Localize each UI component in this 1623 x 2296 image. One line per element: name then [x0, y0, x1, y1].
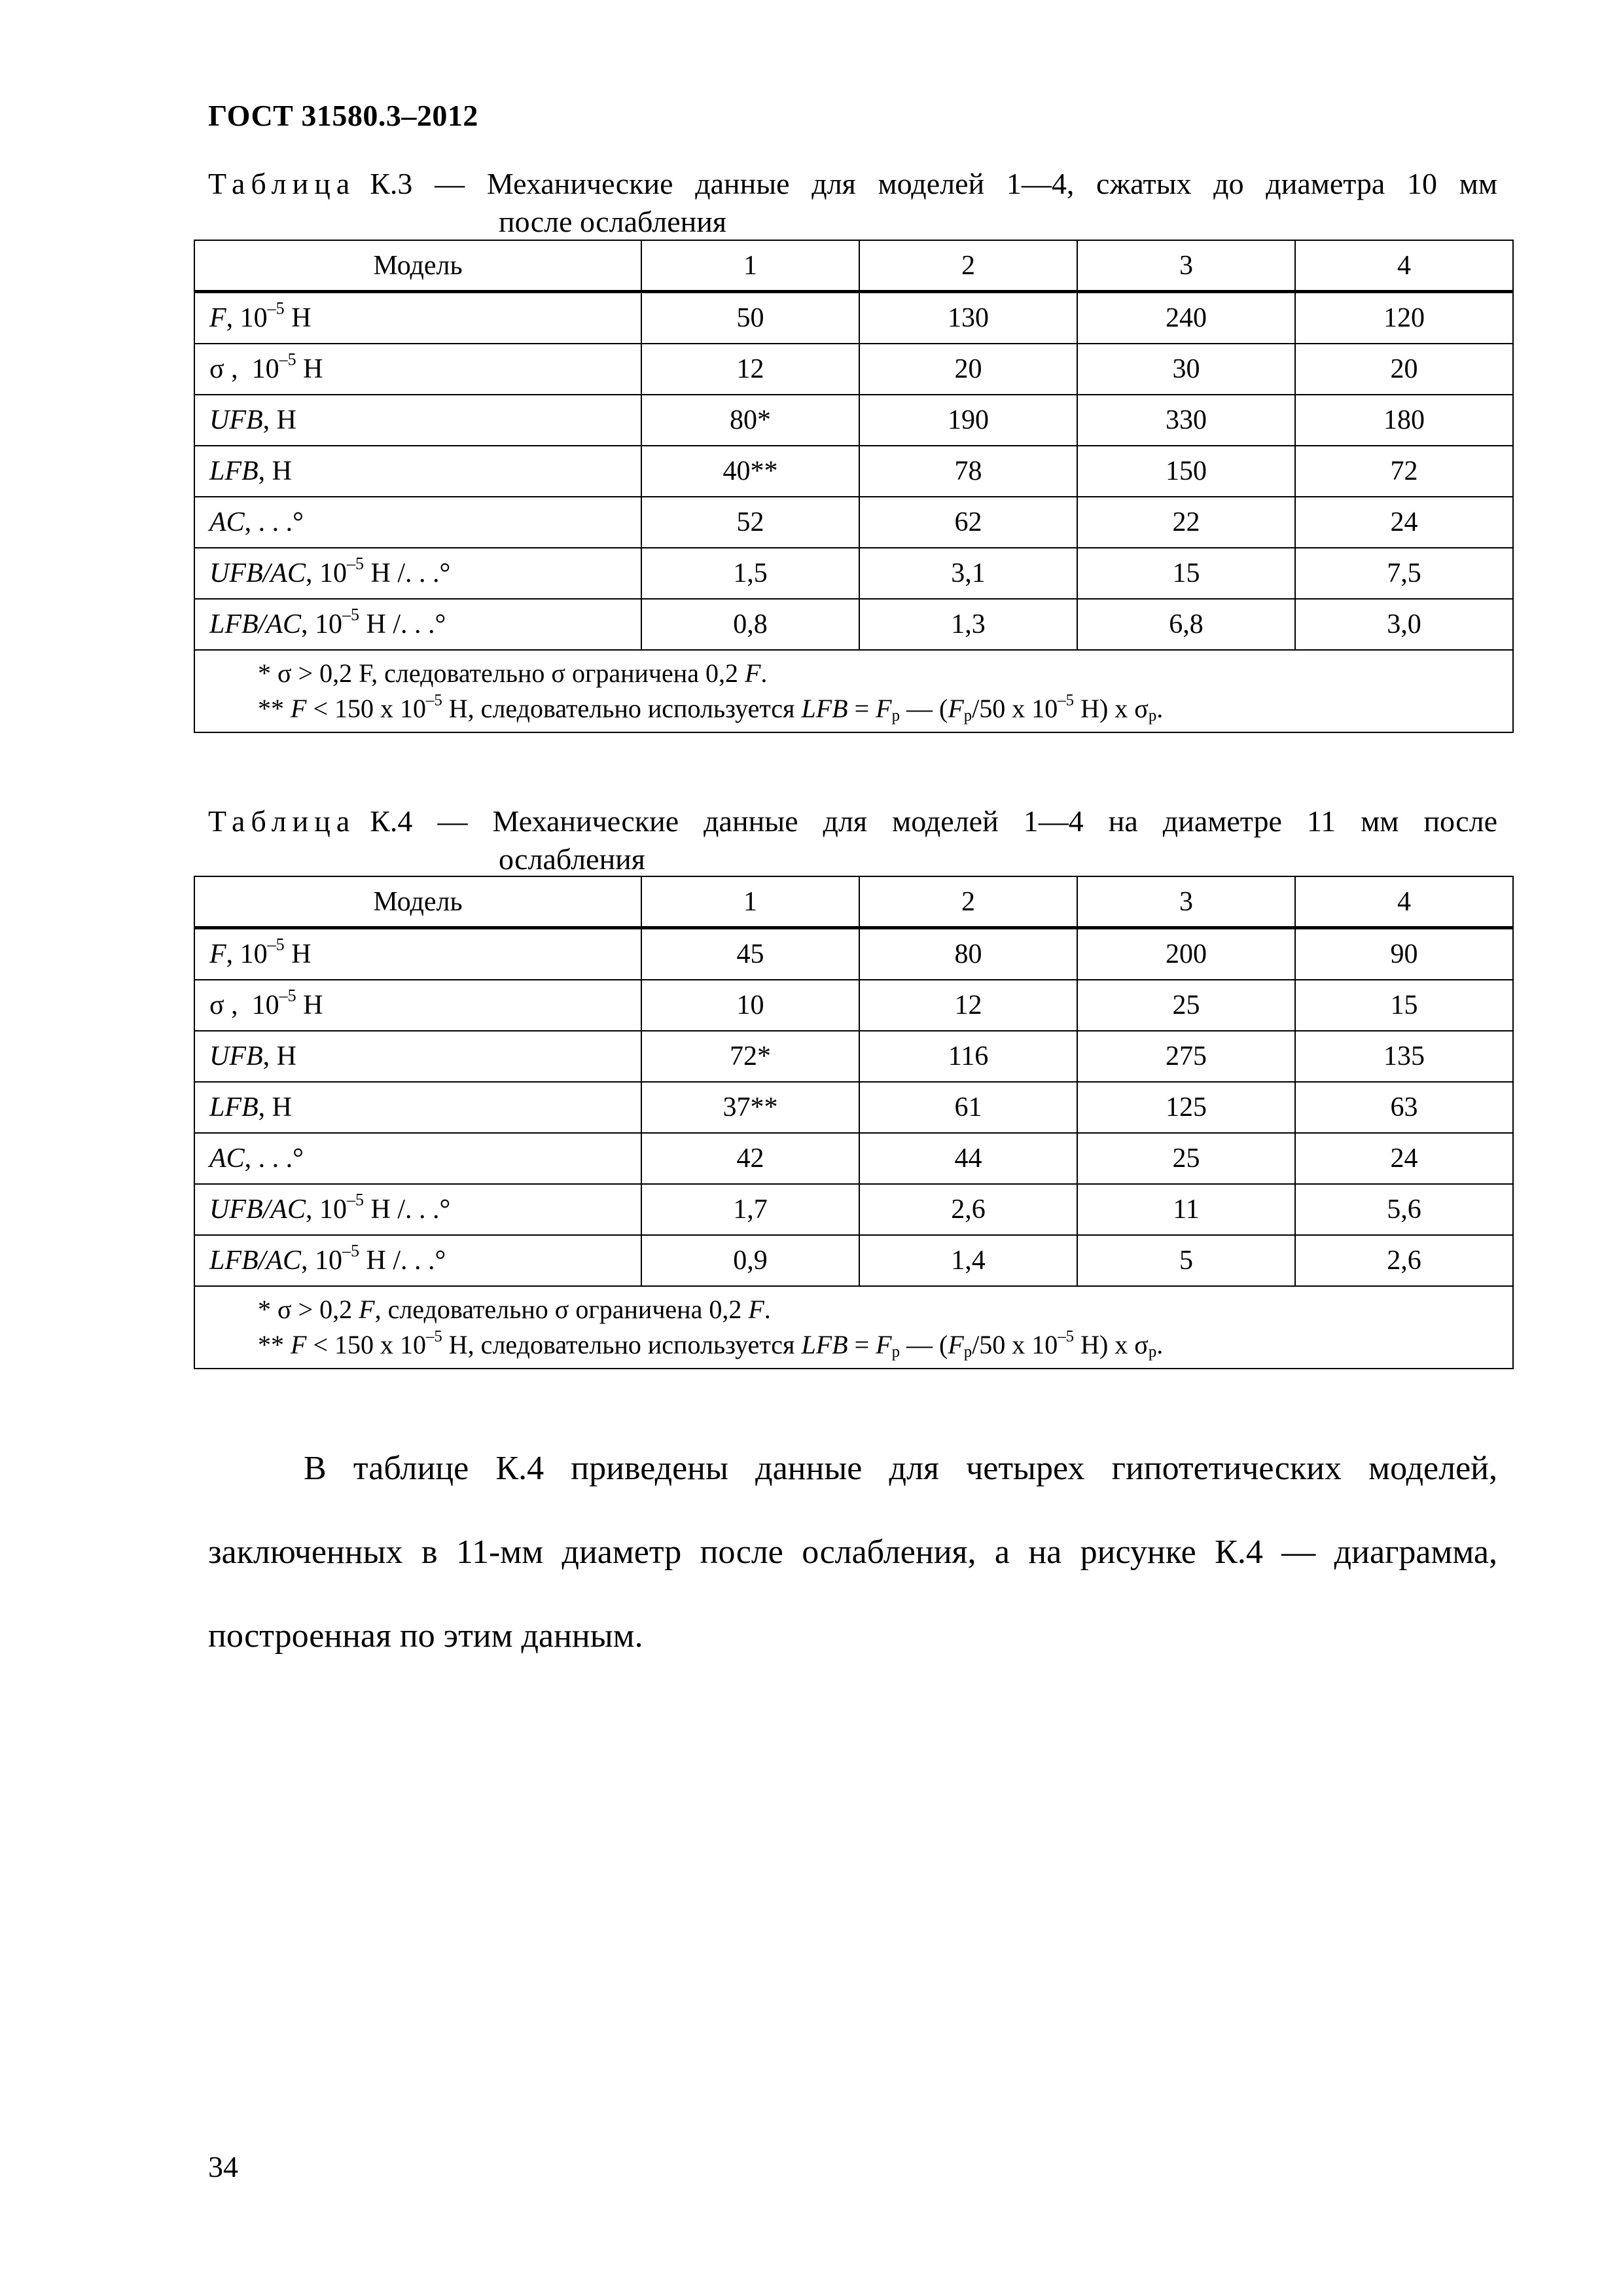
table-cell: 3,1 [859, 548, 1077, 599]
table-k4-caption-label: Таблица [208, 804, 356, 838]
row-parameter: LFB/AC, $10^{-5}$ Н /. . .° [194, 1235, 641, 1286]
table-cell: 0,8 [641, 599, 859, 650]
table-row [194, 548, 1513, 599]
table-k4-caption-text: К.4 — Механические данные для моделей 1—4 на диаметре 11 мм после [370, 804, 1497, 838]
table-cell: 25 [1077, 980, 1295, 1031]
table-cell: 44 [859, 1133, 1077, 1184]
table-cell: 5,6 [1295, 1184, 1513, 1235]
table-cell: 3,0 [1295, 599, 1513, 650]
table-cell: 45 [641, 928, 859, 980]
table-row [194, 1184, 1513, 1235]
row-parameter: UFB, Н [194, 395, 641, 446]
table-cell: 0,9 [641, 1235, 859, 1286]
table-k3-caption-line2: после ослабления [499, 205, 727, 238]
table-row [194, 497, 1513, 548]
footnote-2: ** F < 150 х $10^{-5}$ Н, следовательно используется LFB = $F_р$ — ($F_р/50$ х $10^{-5}$ Н) х $\sigma_р$. [258, 691, 1164, 725]
column-header-2: 2 [859, 876, 1077, 928]
table-cell: 10 [641, 980, 859, 1031]
column-header-model: Модель [194, 876, 641, 928]
table-cell: 1,4 [859, 1235, 1077, 1286]
column-header-model: Модель [194, 240, 641, 292]
row-parameter: LFB, Н [194, 1082, 641, 1133]
table-cell: 15 [1295, 980, 1513, 1031]
table-cell: 61 [859, 1082, 1077, 1133]
table-cell: 37** [641, 1082, 859, 1133]
row-parameter: UFB/AC, $10^{-5}$ Н /. . .° [194, 548, 641, 599]
table-cell: 150 [1077, 446, 1295, 497]
table-header-row [194, 876, 1513, 928]
table-cell: 25 [1077, 1133, 1295, 1184]
table-cell: 6,8 [1077, 599, 1295, 650]
table-footnotes [194, 1286, 1513, 1369]
table-cell: 12 [859, 980, 1077, 1031]
table-cell: 24 [1295, 1133, 1513, 1184]
table-cell: 80* [641, 395, 859, 446]
table-cell: 275 [1077, 1031, 1295, 1082]
column-header-4: 4 [1295, 240, 1513, 292]
table-k4 [194, 876, 1514, 1369]
table-cell: 180 [1295, 395, 1513, 446]
column-header-1: 1 [641, 876, 859, 928]
table-cell: 63 [1295, 1082, 1513, 1133]
table-cell: 2,6 [1295, 1235, 1513, 1286]
table-k3-caption-text: К.3 — Механические данные для моделей 1—4, сжатых до диаметра 10 мм [370, 167, 1497, 200]
table-notes-row [194, 1286, 1513, 1369]
row-parameter: F, $10^{-5}$ Н [194, 292, 641, 344]
table-cell: 11 [1077, 1184, 1295, 1235]
table-cell: 135 [1295, 1031, 1513, 1082]
table-cell: 5 [1077, 1235, 1295, 1286]
table-cell: 42 [641, 1133, 859, 1184]
table-cell: 50 [641, 292, 859, 344]
table-row [194, 928, 1513, 980]
row-parameter: F, $10^{-5}$ Н [194, 928, 641, 980]
table-cell: 22 [1077, 497, 1295, 548]
row-parameter: AC, . . .° [194, 1133, 641, 1184]
table-footnotes [194, 650, 1513, 732]
table-cell: 240 [1077, 292, 1295, 344]
table-cell: 62 [859, 497, 1077, 548]
table-cell: 72* [641, 1031, 859, 1082]
table-cell: 72 [1295, 446, 1513, 497]
table-cell: 1,3 [859, 599, 1077, 650]
document-header: ГОСТ 31580.3–2012 [208, 99, 478, 132]
table-cell: 15 [1077, 548, 1295, 599]
column-header-3: 3 [1077, 240, 1295, 292]
table-cell: 24 [1295, 497, 1513, 548]
table-cell: 20 [1295, 344, 1513, 395]
row-parameter: σ , $10^{-5}$ Н [194, 980, 641, 1031]
column-header-1: 1 [641, 240, 859, 292]
table-cell: 80 [859, 928, 1077, 980]
table-notes-row [194, 650, 1513, 732]
page-number: 34 [208, 2150, 238, 2183]
table-row [194, 980, 1513, 1031]
column-header-4: 4 [1295, 876, 1513, 928]
column-header-3: 3 [1077, 876, 1295, 928]
table-cell: 78 [859, 446, 1077, 497]
table-cell: 200 [1077, 928, 1295, 980]
row-parameter: UFB/AC, $10^{-5}$ Н /. . .° [194, 1184, 641, 1235]
table-cell: 12 [641, 344, 859, 395]
row-parameter: σ , $10^{-5}$ Н [194, 344, 641, 395]
table-row [194, 395, 1513, 446]
footnote-1: * σ > 0,2 F, следовательно σ ограничена 0,2 F. [258, 658, 768, 688]
table-cell: 1,5 [641, 548, 859, 599]
table-row [194, 599, 1513, 650]
table-row [194, 1082, 1513, 1133]
table-header-row [194, 240, 1513, 292]
table-k3-caption [208, 165, 1497, 241]
table-row [194, 1235, 1513, 1286]
body-paragraph: В таблице К.4 приведены данные для четырех гипотетических моделей, заключенных в 11-мм диаметр после ослабления, а на рисунке К.4 — диаграмма, построенная по этим данным. [208, 1450, 1497, 1655]
table-cell: 130 [859, 292, 1077, 344]
table-row [194, 292, 1513, 344]
table-cell: 7,5 [1295, 548, 1513, 599]
table-row [194, 344, 1513, 395]
table-cell: 1,7 [641, 1184, 859, 1235]
table-cell: 20 [859, 344, 1077, 395]
table-cell: 330 [1077, 395, 1295, 446]
table-cell: 120 [1295, 292, 1513, 344]
table-cell: 190 [859, 395, 1077, 446]
table-cell: 2,6 [859, 1184, 1077, 1235]
table-cell: 52 [641, 497, 859, 548]
table-k4-caption-line2: ослабления [499, 842, 645, 876]
row-parameter: AC, . . .° [194, 497, 641, 548]
table-row [194, 1031, 1513, 1082]
row-parameter: LFB/AC, $10^{-5}$ Н /. . .° [194, 599, 641, 650]
table-k4-caption [208, 802, 1497, 878]
footnote-2: ** F < 150 х $10^{-5}$ Н, следовательно используется LFB = $F_р$ — ($F_р/50$ х $10^{-5}$ Н) х $\sigma_р$. [258, 1327, 1164, 1361]
table-cell: 40** [641, 446, 859, 497]
row-parameter: LFB, Н [194, 446, 641, 497]
table-k3 [194, 240, 1514, 733]
table-k3-caption-label: Таблица [208, 167, 356, 200]
table-cell: 90 [1295, 928, 1513, 980]
table-cell: 30 [1077, 344, 1295, 395]
table-cell: 125 [1077, 1082, 1295, 1133]
row-parameter: UFB, Н [194, 1031, 641, 1082]
footnote-1: * σ > 0,2 F, следовательно σ ограничена 0,2 F. [258, 1295, 771, 1324]
column-header-2: 2 [859, 240, 1077, 292]
table-row [194, 1133, 1513, 1184]
table-row [194, 446, 1513, 497]
table-cell: 116 [859, 1031, 1077, 1082]
